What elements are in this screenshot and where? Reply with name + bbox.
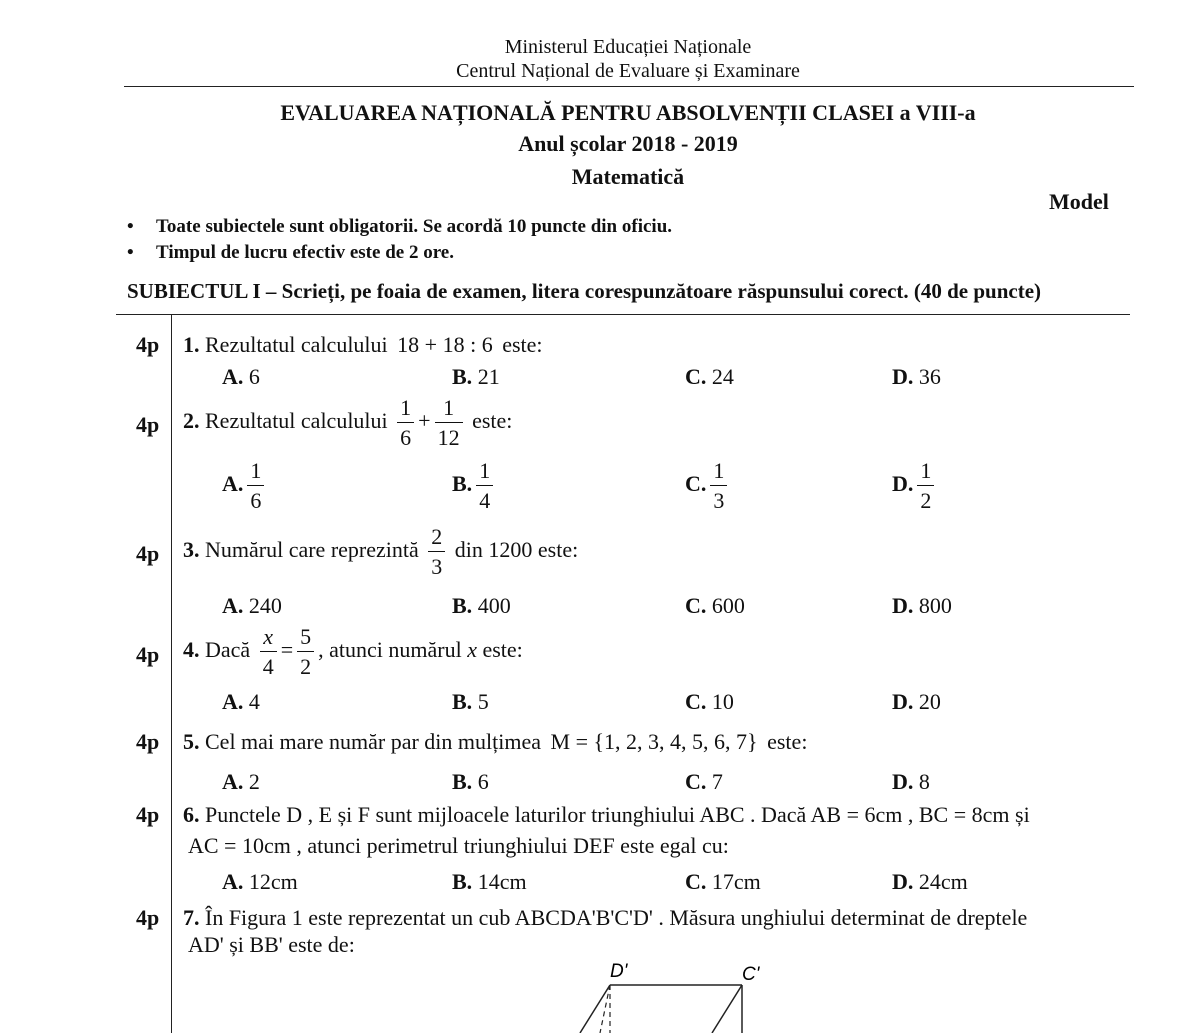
option-a: A. 6 <box>222 364 260 389</box>
vertex-label-c-prime: C' <box>742 964 760 985</box>
option-a: A. 240 <box>222 593 282 618</box>
option-b: B. 21 <box>452 364 500 389</box>
question-number: 4. <box>183 637 200 663</box>
ministry-name: Ministerul Educației Naționale <box>504 36 752 58</box>
option-b: B. 6 <box>452 769 489 794</box>
question-number: 1. <box>183 332 200 357</box>
option-c: C. 24 <box>685 364 734 389</box>
question-number: 5. <box>183 729 200 754</box>
cube-edge <box>712 985 742 1033</box>
fraction: $\frac{1}{12}$ <box>435 397 463 449</box>
bullet-icon: • <box>127 216 134 237</box>
question-text-line-2: AD' și BB' este de: <box>188 932 355 957</box>
points-q6: 4p <box>136 802 160 827</box>
option-c: C. 10 <box>685 689 734 714</box>
question-6 <box>183 802 1030 828</box>
option-b: B. 14cm <box>452 869 527 894</box>
bullet-icon: • <box>127 242 134 263</box>
question-number: 7. <box>183 905 200 930</box>
fraction: $\frac{1}{6}$ <box>397 397 414 449</box>
points-q7: 4p <box>136 905 160 930</box>
question-5: 5. Cel mai mare număr par din mulțimea M = {1, 2, 3, 4, 5, 6, 7} este: <box>183 729 808 754</box>
question-text-line-1: În Figura 1 este reprezentat un cub ABCDA'B'C'D' . Măsura unghiului determinat de dreptele <box>205 905 1028 930</box>
points-q3: 4p <box>136 541 160 566</box>
header-rule <box>124 86 1134 87</box>
points-q1: 4p <box>136 332 160 357</box>
exam-title: EVALUAREA NAȚIONALĂ PENTRU ABSOLVENȚII CLASEI a VIII-a <box>280 100 976 125</box>
option-d: D. 36 <box>892 364 941 389</box>
option-d: D. $\frac{1}{2}$ <box>892 460 938 512</box>
option-c: C. $\frac{1}{3}$ <box>685 460 731 512</box>
model-label: Model <box>1049 189 1109 214</box>
option-b: B. 400 <box>452 593 511 618</box>
question-2: 2. Rezultatul calculului $\frac{1}{6}$ + $\frac{1}{12}$ este: <box>183 395 513 450</box>
option-d: D. 20 <box>892 689 941 714</box>
set-notation: M = {1, 2, 3, 4, 5, 6, 7} <box>550 729 758 754</box>
cube-edge <box>580 985 610 1033</box>
option-c: C. 600 <box>685 593 745 618</box>
section-heading: SUBIECTUL I – Scrieți, pe foaia de examen, litera corespunzătoare răspunsului corect. (40 de puncte) <box>127 279 1042 303</box>
question-number: 3. <box>183 537 200 563</box>
question-number: 6. <box>183 802 200 827</box>
math-expression: 18 + 18 : 6 <box>397 332 493 357</box>
cube-figure <box>560 955 780 1033</box>
option-c: C. 17cm <box>685 869 761 894</box>
option-a: A. $\frac{1}{6}$ <box>222 460 268 512</box>
option-d: D. 24cm <box>892 869 968 894</box>
question-text-line-2: AC = 10cm , atunci perimetrul triunghiului DEF este egal cu: <box>188 833 729 858</box>
question-3: 3. Numărul care reprezintă $\frac{2}{3}$ din 1200 este: <box>183 524 579 579</box>
points-column-rule <box>171 315 172 1033</box>
fraction: $\frac{2}{3}$ <box>428 526 445 578</box>
subject-name: Matematică <box>571 164 685 189</box>
option-c: C. 7 <box>685 769 723 794</box>
points-q4: 4p <box>136 642 160 667</box>
option-b: B. 5 <box>452 689 489 714</box>
option-a: A. 12cm <box>222 869 298 894</box>
option-d: D. 800 <box>892 593 952 618</box>
vertex-label-d-prime: D' <box>610 961 628 982</box>
section-rule <box>116 314 1130 315</box>
option-b: B. $\frac{1}{4}$ <box>452 460 497 512</box>
question-text-line-1: Punctele D , E și F sunt mijloacele laturilor triunghiului ABC . Dacă AB = 6cm , BC = 8cm și <box>205 802 1030 827</box>
points-q2: 4p <box>136 412 160 437</box>
fraction: $\frac{5}{2}$ <box>297 626 314 678</box>
option-d: D. 8 <box>892 769 930 794</box>
question-number: 2. <box>183 408 200 434</box>
option-a: A. 4 <box>222 689 260 714</box>
fraction: $\frac{x}{4}$ <box>260 626 277 678</box>
evaluation-center-name: Centrul Național de Evaluare și Examinare <box>456 60 800 82</box>
points-q5: 4p <box>136 729 160 754</box>
school-year: Anul școlar 2018 - 2019 <box>518 131 738 156</box>
question-4: 4. Dacă $\frac{x}{4}$ = $\frac{5}{2}$ , atunci numărul x este: <box>183 624 523 679</box>
option-a: A. 2 <box>222 769 260 794</box>
question-7 <box>183 905 1027 931</box>
question-1: 1. Rezultatul calculului 18 + 18 : 6 este: <box>183 332 543 357</box>
